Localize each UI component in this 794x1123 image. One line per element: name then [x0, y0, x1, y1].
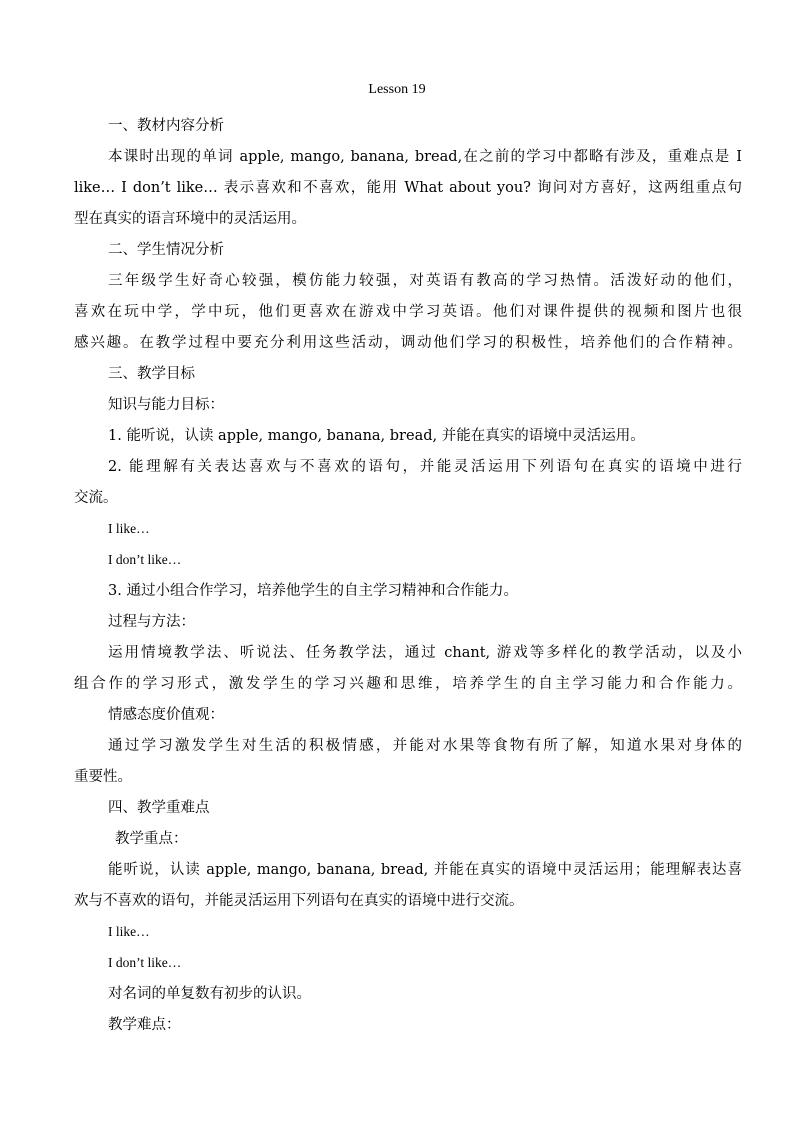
- paragraph-line: 通过学习激发学生对生活的积极情感，并能对水果等食物有所了解，知道水果对身体的: [108, 738, 742, 754]
- paragraph-line: 运用情境教学法、听说法、任务教学法，通过 chant, 游戏等多样化的教学活动，以及小: [108, 645, 742, 661]
- example-sentence: I don’t like…: [108, 552, 182, 567]
- paragraph-line: 组合作的学习形式，激发学生的学习兴趣和思维，培养学生的自主学习能力和合作能力。: [74, 676, 742, 692]
- subheading-knowledge: 知识与能力目标：: [108, 397, 224, 413]
- paragraph-line: 能听说，认读 apple, mango, banana, bread, 并能在真实的语境中灵活运用；能理解表达喜: [108, 862, 742, 878]
- list-item-3: 3. 通过小组合作学习，培养他学生的自主学习精神和合作能力。: [108, 583, 518, 599]
- paragraph-line: 对名词的单复数有初步的认识。: [108, 986, 311, 1002]
- list-item-1: 1. 能听说，认读 apple, mango, banana, bread, 并能在真实的语境中灵活运用。: [108, 428, 645, 444]
- paragraph-line: 三年级学生好奇心较强，模仿能力较强，对英语有教高的学习热情。活泼好动的他们，: [108, 273, 742, 289]
- section-heading-1: 一、教材内容分析: [108, 118, 224, 134]
- subheading-process: 过程与方法：: [108, 614, 195, 630]
- section-heading-4: 四、教学重难点: [108, 800, 210, 816]
- document-title: Lesson 19: [368, 82, 426, 97]
- subheading-key-points: 教学重点：: [115, 831, 188, 847]
- paragraph-line: 感兴趣。在教学过程中要充分利用这些活动，调动他们学习的积极性，培养他们的合作精神。: [74, 335, 742, 351]
- example-sentence: I like…: [108, 924, 150, 939]
- subheading-attitude: 情感态度价值观：: [108, 707, 224, 723]
- example-sentence: I don’t like…: [108, 955, 182, 970]
- example-sentence: I like…: [108, 521, 150, 536]
- paragraph-line: 本课时出现的单词 apple, mango, banana, bread,在之前的学习中都略有涉及，重难点是 I: [108, 149, 742, 165]
- paragraph-line: like… I don’t like… 表示喜欢和不喜欢，能用 What about you? 询问对方喜好，这两组重点句: [74, 180, 742, 196]
- subheading-difficulties: 教学难点：: [108, 1017, 181, 1033]
- list-item-2-continued: 交流。: [74, 490, 118, 506]
- section-heading-3: 三、教学目标: [108, 366, 195, 382]
- paragraph-line: 型在真实的语言环境中的灵活运用。: [74, 211, 306, 227]
- paragraph-line: 欢与不喜欢的语句，并能灵活运用下列语句在真实的语境中进行交流。: [74, 893, 524, 909]
- section-heading-2: 二、学生情况分析: [108, 242, 224, 258]
- paragraph-line: 重要性。: [74, 769, 132, 785]
- list-item-2: 2. 能理解有关表达喜欢与不喜欢的语句，并能灵活运用下列语句在真实的语境中进行: [108, 459, 742, 475]
- paragraph-line: 喜欢在玩中学，学中玩，他们更喜欢在游戏中学习英语。他们对课件提供的视频和图片也很: [74, 304, 742, 320]
